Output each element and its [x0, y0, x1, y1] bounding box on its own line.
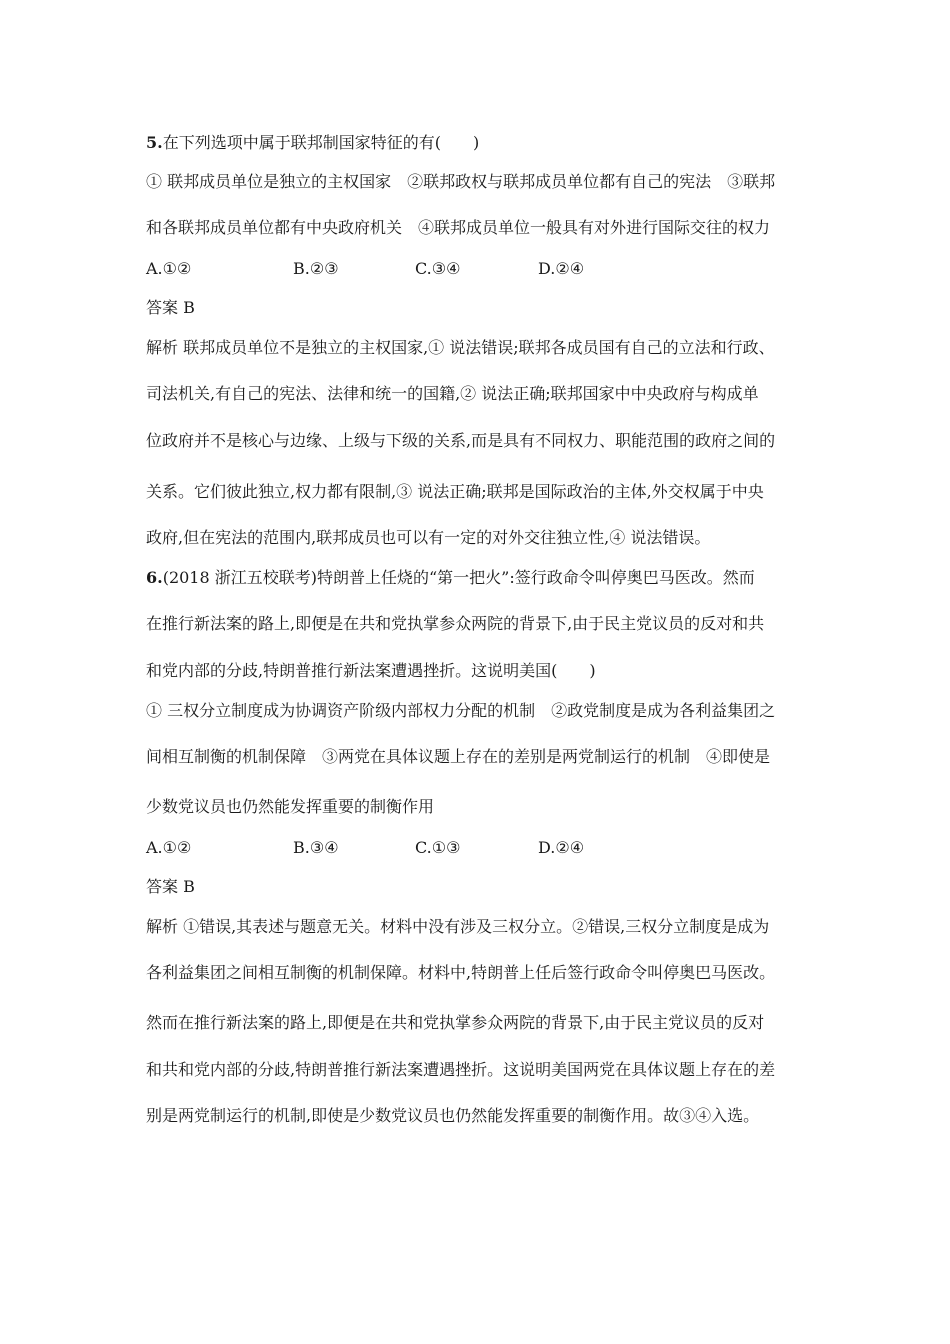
q6-analysis-line-1: 解析 ①错误,其表述与题意无关。材料中没有涉及三权分立。②错误,三权分立制度是成为: [146, 917, 770, 936]
q6-analysis-line-4: 和共和党内部的分歧,特朗普推行新法案遭遇挫折。这说明美国两党在具体议题上存在的差: [146, 1060, 776, 1079]
q6-option-b: B.③④: [293, 838, 339, 857]
q6-option-c: C.①③: [415, 838, 461, 857]
q6-stem-line-1: [146, 568, 816, 588]
q5-analysis-line-5: 政府,但在宪法的范围内,联邦成员也可以有一定的对外交往独立性,④ 说法错误。: [146, 528, 711, 547]
q6-number: 6.: [146, 568, 163, 587]
q6-stem-1: (2018 浙江五校联考)特朗普上任烧的“第一把火”:签行政命令叫停奥巴马医改。然而: [162, 568, 755, 587]
q5-option-b: B.②③: [293, 259, 339, 278]
q5-stem-line: [146, 133, 816, 153]
q6-statements-line-3: 少数党议员也仍然能发挥重要的制衡作用: [146, 797, 435, 816]
q5-analysis-line-1: 解析 联邦成员单位不是独立的主权国家,① 说法错误;联邦各成员国有自己的立法和行政、: [146, 338, 775, 357]
q5-analysis-line-2: 司法机关,有自己的宪法、法律和统一的国籍,② 说法正确;联邦国家中中央政府与构成单: [146, 384, 759, 403]
q6-stem-line-3: 和党内部的分歧,特朗普推行新法案遭遇挫折。这说明美国( ): [146, 661, 596, 680]
q5-answer: 答案 B: [146, 298, 195, 317]
q5-stem: 在下列选项中属于联邦制国家特征的有( ): [162, 133, 480, 152]
q5-analysis-line-3: 位政府并不是核心与边缘、上级与下级的关系,而是具有不同权力、职能范围的政府之间的: [146, 431, 776, 450]
q6-answer: 答案 B: [146, 877, 195, 896]
q6-analysis-line-5: 别是两党制运行的机制,即使是少数党议员也仍然能发挥重要的制衡作用。故③④入选。: [146, 1106, 760, 1125]
q6-analysis-line-3: 然而在推行新法案的路上,即便是在共和党执掌参众两院的背景下,由于民主党议员的反对: [146, 1013, 765, 1032]
q5-number: 5.: [146, 133, 163, 152]
q6-stem-line-2: 在推行新法案的路上,即便是在共和党执掌参众两院的背景下,由于民主党议员的反对和共: [146, 614, 765, 633]
q5-option-d: D.②④: [538, 259, 585, 278]
q5-option-a: A.①②: [146, 259, 192, 278]
q5-statements-line-2: 和各联邦成员单位都有中央政府机关 ④联邦成员单位一般具有对外进行国际交往的权力: [146, 218, 771, 237]
q6-option-a: A.①②: [146, 838, 192, 857]
q5-statements-line-1: ① 联邦成员单位是独立的主权国家 ②联邦政权与联邦成员单位都有自己的宪法 ③联邦: [146, 172, 776, 191]
q6-statements-line-1: ① 三权分立制度成为协调资产阶级内部权力分配的机制 ②政党制度是成为各利益集团之: [146, 701, 776, 720]
q5-analysis-line-4: 关系。它们彼此独立,权力都有限制,③ 说法正确;联邦是国际政治的主体,外交权属于中央: [146, 482, 764, 501]
q5-option-c: C.③④: [415, 259, 461, 278]
q6-option-d: D.②④: [538, 838, 585, 857]
q6-analysis-line-2: 各利益集团之间相互制衡的机制保障。材料中,特朗普上任后签行政命令叫停奥巴马医改。: [146, 963, 776, 982]
q6-statements-line-2: 间相互制衡的机制保障 ③两党在具体议题上存在的差别是两党制运行的机制 ④即使是: [146, 747, 771, 766]
